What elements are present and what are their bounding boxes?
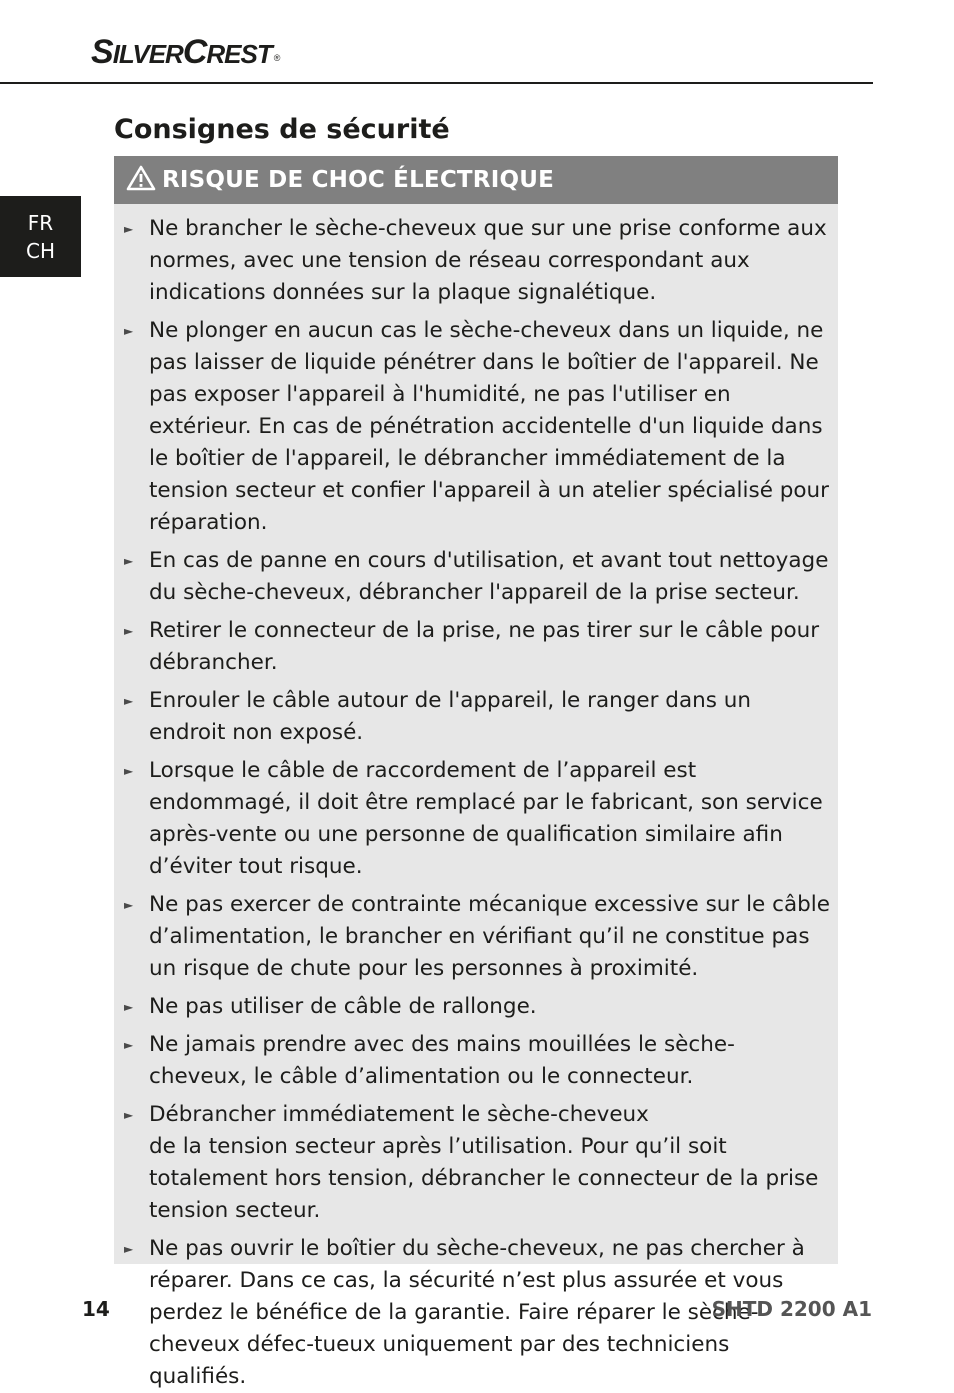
language-tab <box>0 196 81 277</box>
triangle-bullet-icon: ► <box>124 1000 134 1014</box>
warning-item-text: Ne pas exercer de contrainte mécanique excessive sur le câble d’alimentation, le brancher en vérifiant qu’il ne constitue pas un risque de chute pour les personnes à proximité. <box>149 892 830 981</box>
triangle-bullet-icon: ► <box>124 694 134 708</box>
warning-item-text: Ne brancher le sèche-cheveux que sur une prise conforme aux normes, avec une tension de réseau correspondant aux indications données sur la plaque signalétique. <box>149 216 827 305</box>
page-title: Consignes de sécurité <box>114 114 450 145</box>
warning-item-text: Débrancher immédiatement le sèche-cheveux de la tension secteur après l’utilisation. Pour qu’il soit totalement hors tension, débrancher le connecteur de la prise tension secteur. <box>149 1102 819 1223</box>
triangle-bullet-icon: ► <box>124 764 134 778</box>
warning-item-text: Ne pas ouvrir le boîtier du sèche-cheveux, ne pas chercher à réparer. Dans ce cas, la sécurité n’est plus assurée et vous perdez le bénéfice de la garantie. Faire réparer le sèche-cheveux défec-tueux uniquement par des techniciens qualifiés. <box>149 1236 805 1389</box>
triangle-bullet-icon: ► <box>124 1242 134 1256</box>
warning-list-item <box>114 315 838 539</box>
warning-item-text: Lorsque le câble de raccordement de l’appareil est endommagé, il doit être remplacé par le fabricant, son service après-vente ou une personne de qualification similaire afin d’éviter tout risque. <box>149 758 823 879</box>
warning-list-item <box>114 1029 838 1093</box>
page-number: 14 <box>82 1297 110 1321</box>
triangle-bullet-icon: ► <box>124 1108 134 1122</box>
triangle-bullet-icon: ► <box>124 324 134 338</box>
warning-item-text: Enrouler le câble autour de l'appareil, le ranger dans un endroit non exposé. <box>149 688 752 745</box>
warning-list-item <box>114 1099 838 1227</box>
warning-list-item <box>114 889 838 985</box>
warning-item-text: Retirer le connecteur de la prise, ne pas tirer sur le câble pour débrancher. <box>149 618 820 675</box>
language-code: FR <box>27 210 54 235</box>
warning-header <box>114 156 838 204</box>
warning-list-item <box>114 991 838 1023</box>
country-code: CH <box>25 238 55 263</box>
header-divider <box>0 82 873 84</box>
silvercrest-logo: SILVERCREST ® <box>91 33 280 71</box>
warning-title: RISQUE DE CHOC ÉLECTRIQUE <box>162 167 555 193</box>
triangle-bullet-icon: ► <box>124 624 134 638</box>
triangle-bullet-icon: ► <box>124 554 134 568</box>
warning-item-text: Ne plonger en aucun cas le sèche-cheveux dans un liquide, ne pas laisser de liquide pénétrer dans le boîtier de l'appareil. Ne pas exposer l'appareil à l'humidité, ne pas l'utiliser en extérieur. En cas de pénétration accidentelle d'un liquide dans le boîtier de l'appareil, le débrancher immédiatement de la tension secteur et confier l'appareil à un atelier spécialisé pour réparation. <box>149 318 830 535</box>
warning-list-item <box>114 615 838 679</box>
triangle-bullet-icon: ► <box>124 898 134 912</box>
warning-list-item <box>114 755 838 883</box>
warning-list-item <box>114 685 838 749</box>
warning-list <box>114 204 838 1393</box>
warning-list-item <box>114 545 838 609</box>
model-number: SHTD 2200 A1 <box>711 1297 872 1321</box>
triangle-bullet-icon: ► <box>124 222 134 236</box>
warning-list-item <box>114 213 838 309</box>
warning-item-text: Ne jamais prendre avec des mains mouillées le sèche-cheveux, le câble d’alimentation ou le connecteur. <box>149 1032 735 1089</box>
warning-item-text: Ne pas utiliser de câble de rallonge. <box>149 994 537 1019</box>
triangle-bullet-icon: ► <box>124 1038 134 1052</box>
warning-item-text: En cas de panne en cours d'utilisation, et avant tout nettoyage du sèche-cheveux, débrancher l'appareil de la prise secteur. <box>149 548 829 605</box>
warning-triangle-icon <box>126 165 156 191</box>
